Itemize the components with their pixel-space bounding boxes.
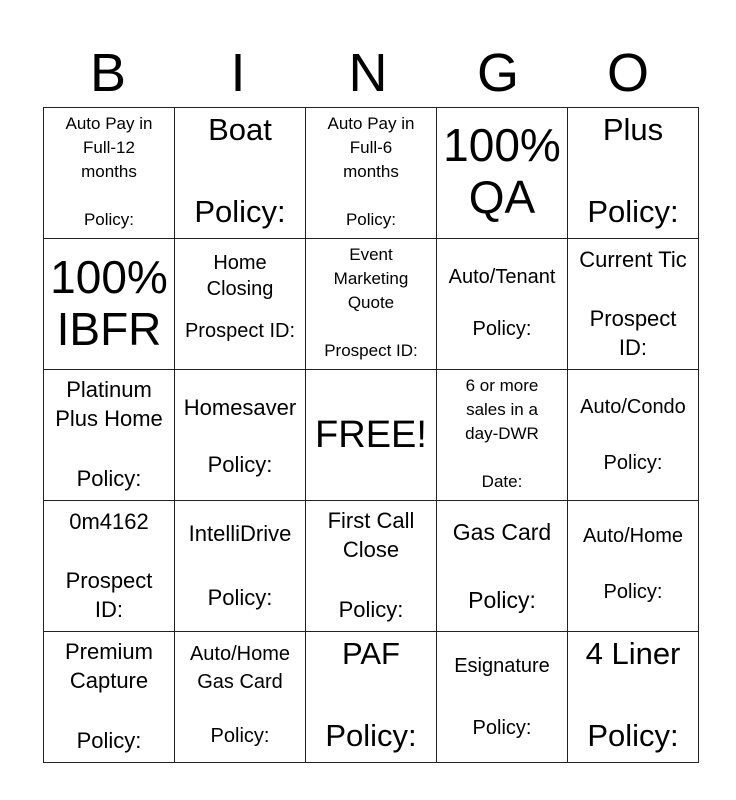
bingo-square[interactable]: [568, 108, 699, 239]
bingo-square[interactable]: [175, 108, 306, 239]
square-text: Event Marketing Quote: [333, 245, 409, 312]
square-text: Gas Card: [452, 519, 552, 545]
square-footer: Policy:: [325, 718, 417, 753]
board-row: [44, 108, 699, 239]
square-footer: Policy:: [210, 725, 270, 747]
square-text: 6 or more sales in a day-DWR: [465, 376, 539, 443]
square-text: Auto/Tenant: [448, 266, 556, 288]
board-row: [44, 370, 699, 501]
square-footer: Prospect ID:: [589, 306, 677, 360]
square-text: IntelliDrive: [188, 521, 292, 546]
bingo-header: [43, 42, 693, 104]
bingo-square[interactable]: [44, 632, 175, 763]
header-letter-n: N: [348, 43, 388, 103]
square-footer: Prospect ID:: [184, 320, 296, 342]
square-footer: Policy:: [76, 728, 142, 753]
square-footer: Policy:: [83, 210, 135, 229]
bingo-square[interactable]: [44, 108, 175, 239]
bingo-square[interactable]: [437, 108, 568, 239]
square-text: Home Closing: [206, 252, 274, 300]
square-footer: Prospect ID:: [324, 341, 418, 360]
square-text: 100% IBFR: [50, 251, 168, 355]
square-text: Auto Pay in Full-6 months: [327, 114, 415, 181]
square-text: Homesaver: [183, 395, 297, 420]
square-footer: Policy:: [603, 452, 663, 474]
square-footer: Policy:: [587, 194, 679, 229]
bingo-square[interactable]: [568, 501, 699, 632]
bingo-square[interactable]: [175, 632, 306, 763]
square-footer: Prospect ID:: [65, 568, 153, 622]
bingo-square[interactable]: [44, 370, 175, 501]
square-text: Current Tic: [579, 247, 687, 272]
bingo-square[interactable]: [437, 239, 568, 370]
square-text: Auto/Home: [582, 525, 684, 547]
square-text: Esignature: [454, 655, 550, 677]
square-footer: Policy:: [338, 597, 404, 622]
square-text: Boat: [208, 112, 272, 147]
square-footer: Policy:: [345, 210, 397, 229]
square-text: Auto Pay in Full-12 months: [65, 114, 153, 181]
board-row: [44, 632, 699, 763]
header-letter-b: B: [89, 43, 127, 103]
square-footer: Policy:: [207, 452, 273, 477]
bingo-square[interactable]: [437, 632, 568, 763]
square-text: Platinum Plus Home: [55, 377, 163, 431]
bingo-board: [43, 107, 699, 763]
bingo-square[interactable]: [306, 632, 437, 763]
square-text: Auto/Home Gas Card: [189, 643, 291, 693]
bingo-square[interactable]: [437, 370, 568, 501]
square-footer: Policy:: [472, 318, 532, 340]
square-footer: Policy:: [207, 585, 273, 610]
square-text: Premium Capture: [64, 639, 153, 693]
square-text: Plus: [602, 112, 664, 147]
bingo-square[interactable]: [175, 370, 306, 501]
square-text: 4 Liner: [585, 636, 681, 671]
square-text: PAF: [342, 636, 400, 671]
square-footer: Policy:: [76, 466, 142, 491]
header-letter-i: I: [230, 43, 246, 103]
board-row: [44, 501, 699, 632]
board-row: [44, 239, 699, 370]
header-letter-g: G: [476, 43, 519, 103]
bingo-square[interactable]: [44, 501, 175, 632]
bingo-square[interactable]: [175, 239, 306, 370]
bingo-square[interactable]: [568, 632, 699, 763]
square-footer: Policy:: [472, 717, 532, 739]
bingo-square[interactable]: [568, 370, 699, 501]
bingo-square[interactable]: [306, 239, 437, 370]
bingo-square[interactable]: [44, 239, 175, 370]
bingo-square[interactable]: [306, 370, 437, 501]
square-footer: Date:: [481, 472, 523, 491]
header-letter-o: O: [606, 43, 649, 103]
square-footer: Policy:: [587, 718, 679, 753]
square-footer: Policy:: [194, 194, 286, 229]
bingo-square[interactable]: [568, 239, 699, 370]
square-text: 100% QA: [443, 119, 561, 223]
square-text: 0m4162: [69, 509, 149, 534]
bingo-square[interactable]: [175, 501, 306, 632]
bingo-square[interactable]: [437, 501, 568, 632]
square-text: First Call Close: [327, 508, 415, 562]
square-footer: Policy:: [468, 587, 536, 613]
square-footer: Policy:: [603, 581, 663, 603]
square-text: Auto/Condo: [580, 396, 686, 418]
free-space-text: FREE!: [315, 414, 427, 456]
bingo-square[interactable]: [306, 501, 437, 632]
bingo-square[interactable]: [306, 108, 437, 239]
